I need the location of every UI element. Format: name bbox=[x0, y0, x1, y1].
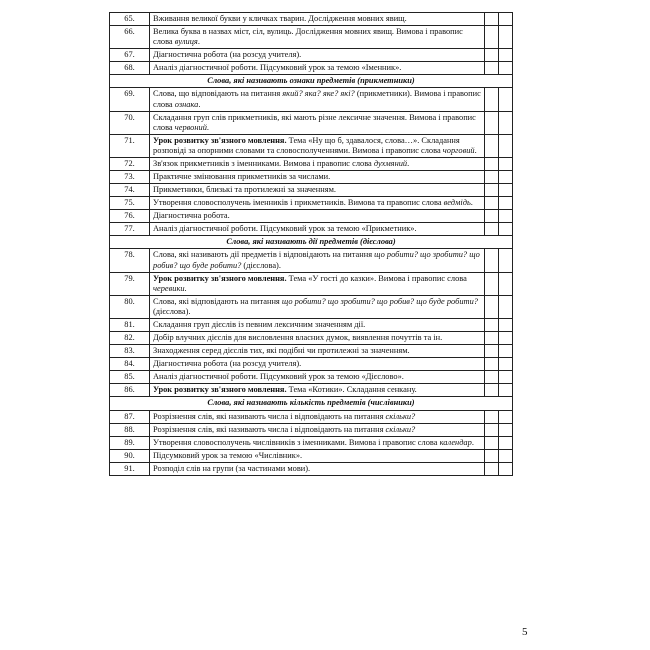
text-fragment: . bbox=[407, 158, 410, 168]
lesson-topic bbox=[150, 223, 485, 236]
date-cell bbox=[485, 223, 499, 236]
lesson-row bbox=[110, 13, 513, 26]
date-cell bbox=[485, 134, 499, 157]
lesson-topic bbox=[150, 462, 485, 475]
section-header-row bbox=[110, 75, 513, 88]
lesson-row bbox=[110, 345, 513, 358]
date-cell bbox=[485, 210, 499, 223]
text-fragment: . bbox=[474, 145, 477, 155]
lesson-topic bbox=[150, 13, 485, 26]
lesson-number: 82. bbox=[110, 332, 150, 345]
text-fragment: (дієслова). bbox=[241, 260, 281, 270]
note-cell bbox=[499, 184, 513, 197]
lesson-number: 68. bbox=[110, 62, 150, 75]
text-fragment: Зв'язок прикметників з іменниками. Вимова і правопис слова bbox=[153, 158, 374, 168]
note-cell bbox=[499, 62, 513, 75]
lesson-number: 73. bbox=[110, 171, 150, 184]
lesson-row bbox=[110, 449, 513, 462]
lesson-row bbox=[110, 184, 513, 197]
text-fragment: чорговий bbox=[442, 145, 475, 155]
text-fragment: Слова, які називають дії предметів (дієслова) bbox=[226, 237, 396, 247]
lesson-topic bbox=[150, 449, 485, 462]
text-fragment: Прикметники, близькі та протилежні за значенням. bbox=[153, 185, 336, 195]
lesson-topic bbox=[150, 423, 485, 436]
lesson-topic bbox=[150, 157, 485, 170]
text-fragment: Велика буква в назвах міст, сіл, вулиць. Дослідження мовних явищ. Вимова і правопис слова bbox=[153, 27, 463, 47]
text-fragment: . bbox=[197, 37, 200, 47]
text-fragment: Слова, які називають кількість предметів (числівники) bbox=[207, 398, 415, 408]
text-fragment: ознака bbox=[174, 99, 199, 109]
lesson-number: 79. bbox=[110, 272, 150, 295]
lesson-topic bbox=[150, 111, 485, 134]
text-fragment: Урок розвитку зв'язного мовлення. bbox=[153, 273, 287, 283]
text-fragment: Тема «Котики». Складання сенкану. bbox=[286, 385, 417, 395]
note-cell bbox=[499, 49, 513, 62]
lesson-row bbox=[110, 134, 513, 157]
text-fragment: вулиця bbox=[174, 37, 198, 47]
lesson-number: 77. bbox=[110, 223, 150, 236]
text-fragment: . bbox=[471, 437, 474, 447]
lesson-plan-body bbox=[110, 13, 513, 476]
note-cell bbox=[499, 462, 513, 475]
text-fragment: Слова, які називають ознаки предметів (прикметники) bbox=[207, 76, 415, 86]
lesson-number: 66. bbox=[110, 26, 150, 49]
lesson-topic bbox=[150, 171, 485, 184]
lesson-topic bbox=[150, 371, 485, 384]
text-fragment: Тема «Ну що б, здавалося, слова…». Складання розповіді за опорними словами та словосполученнями. Вимова і правопис слова bbox=[153, 135, 460, 155]
note-cell bbox=[499, 436, 513, 449]
lesson-number: 76. bbox=[110, 210, 150, 223]
date-cell bbox=[485, 88, 499, 111]
note-cell bbox=[499, 88, 513, 111]
text-fragment: Вживання великої букви у кличках тварин. Дослідження мовних явищ. bbox=[153, 14, 407, 23]
text-fragment: Підсумковий урок за темою «Числівник». bbox=[153, 450, 303, 460]
lesson-row bbox=[110, 436, 513, 449]
lesson-number: 81. bbox=[110, 318, 150, 331]
date-cell bbox=[485, 449, 499, 462]
note-cell bbox=[499, 157, 513, 170]
text-fragment: . bbox=[206, 122, 209, 132]
text-fragment: червоний bbox=[174, 122, 207, 132]
date-cell bbox=[485, 26, 499, 49]
date-cell bbox=[485, 49, 499, 62]
text-fragment: . bbox=[198, 99, 201, 109]
lesson-topic bbox=[150, 295, 485, 318]
note-cell bbox=[499, 197, 513, 210]
date-cell bbox=[485, 345, 499, 358]
note-cell bbox=[499, 210, 513, 223]
text-fragment: Практичне змінювання прикметників за числами. bbox=[153, 172, 331, 182]
lesson-row bbox=[110, 26, 513, 49]
lesson-topic bbox=[150, 436, 485, 449]
date-cell bbox=[485, 295, 499, 318]
lesson-topic bbox=[150, 358, 485, 371]
note-cell bbox=[499, 318, 513, 331]
text-fragment: Слова, які відповідають на питання bbox=[153, 296, 282, 306]
text-fragment: Діагностична робота (на розсуд учителя). bbox=[153, 50, 302, 60]
lesson-row bbox=[110, 210, 513, 223]
text-fragment: Утворення словосполучень числівників з іменниками. Вимова і правопис слова bbox=[153, 437, 440, 447]
section-header-row bbox=[110, 236, 513, 249]
lesson-number: 87. bbox=[110, 410, 150, 423]
date-cell bbox=[485, 371, 499, 384]
note-cell bbox=[499, 26, 513, 49]
lesson-row bbox=[110, 332, 513, 345]
text-fragment: який? яка? яке? які? bbox=[282, 89, 355, 99]
lesson-number: 80. bbox=[110, 295, 150, 318]
text-fragment: Діагностична робота. bbox=[153, 211, 230, 221]
lesson-number: 74. bbox=[110, 184, 150, 197]
lesson-row bbox=[110, 62, 513, 75]
text-fragment: Розподіл слів на групи (за частинами мови). bbox=[153, 463, 311, 473]
lesson-number: 85. bbox=[110, 371, 150, 384]
note-cell bbox=[499, 134, 513, 157]
lesson-topic bbox=[150, 49, 485, 62]
lesson-row bbox=[110, 88, 513, 111]
note-cell bbox=[499, 384, 513, 397]
text-fragment: скільки? bbox=[385, 411, 416, 421]
text-fragment: Аналіз діагностичної роботи. Підсумковий урок за темою «Прикметник». bbox=[153, 224, 417, 234]
note-cell bbox=[499, 371, 513, 384]
text-fragment: календар bbox=[439, 437, 472, 447]
note-cell bbox=[499, 295, 513, 318]
text-fragment: . bbox=[470, 198, 473, 208]
date-cell bbox=[485, 358, 499, 371]
section-title bbox=[110, 75, 513, 88]
text-fragment: Слова, що відповідають на питання bbox=[153, 89, 283, 99]
lesson-number: 89. bbox=[110, 436, 150, 449]
text-fragment: Знаходження серед дієслів тих, які подібні чи протилежні за значенням. bbox=[153, 346, 410, 356]
lesson-number: 90. bbox=[110, 449, 150, 462]
text-fragment: Утворення словосполучень іменників і прикметників. Вимова та правопис слова bbox=[153, 198, 444, 208]
lesson-plan-table bbox=[109, 12, 513, 476]
text-fragment: ведмідь bbox=[443, 198, 471, 208]
lesson-row bbox=[110, 384, 513, 397]
lesson-number: 67. bbox=[110, 49, 150, 62]
note-cell bbox=[499, 410, 513, 423]
section-title bbox=[110, 236, 513, 249]
lesson-number: 75. bbox=[110, 197, 150, 210]
text-fragment: Аналіз діагностичної роботи. Підсумковий урок за темою «Дієслово». bbox=[153, 372, 404, 382]
text-fragment: . bbox=[184, 283, 187, 293]
text-fragment: Добір влучних дієслів для висловлення власних думок, виявлення почуттів та ін. bbox=[153, 333, 443, 343]
lesson-number: 72. bbox=[110, 157, 150, 170]
lesson-topic bbox=[150, 249, 485, 272]
text-fragment: Розрізнення слів, які називають числа і відповідають на питання bbox=[153, 424, 386, 434]
lesson-topic bbox=[150, 210, 485, 223]
text-fragment: Урок розвитку зв'язного мовлення. bbox=[153, 135, 287, 145]
lesson-topic bbox=[150, 134, 485, 157]
text-fragment: черевики bbox=[153, 283, 185, 293]
date-cell bbox=[485, 111, 499, 134]
note-cell bbox=[499, 358, 513, 371]
text-fragment: духмяний bbox=[373, 158, 408, 168]
text-fragment: Розрізнення слів, які називають числа і відповідають на питання bbox=[153, 411, 386, 421]
date-cell bbox=[485, 410, 499, 423]
lesson-topic bbox=[150, 332, 485, 345]
lesson-row bbox=[110, 318, 513, 331]
lesson-number: 78. bbox=[110, 249, 150, 272]
lesson-number: 65. bbox=[110, 13, 150, 26]
lesson-row bbox=[110, 171, 513, 184]
note-cell bbox=[499, 13, 513, 26]
section-header-row bbox=[110, 397, 513, 410]
lesson-row bbox=[110, 223, 513, 236]
text-fragment: скільки? bbox=[385, 424, 416, 434]
lesson-number: 88. bbox=[110, 423, 150, 436]
lesson-number: 83. bbox=[110, 345, 150, 358]
lesson-row bbox=[110, 157, 513, 170]
date-cell bbox=[485, 423, 499, 436]
lesson-topic bbox=[150, 197, 485, 210]
date-cell bbox=[485, 462, 499, 475]
text-fragment: Складання груп дієслів із певним лексичним значенням дії. bbox=[153, 319, 366, 329]
lesson-number: 86. bbox=[110, 384, 150, 397]
note-cell bbox=[499, 345, 513, 358]
text-fragment: Тема «У гості до казки». Вимова і правопис слова bbox=[286, 273, 467, 283]
text-fragment: Діагностична робота (на розсуд учителя). bbox=[153, 359, 302, 369]
note-cell bbox=[499, 171, 513, 184]
lesson-topic bbox=[150, 345, 485, 358]
text-fragment: що робити? що зробити? що робив? що буде робити? bbox=[153, 250, 480, 270]
lesson-row bbox=[110, 358, 513, 371]
date-cell bbox=[485, 197, 499, 210]
date-cell bbox=[485, 13, 499, 26]
note-cell bbox=[499, 332, 513, 345]
lesson-number: 91. bbox=[110, 462, 150, 475]
lesson-row bbox=[110, 249, 513, 272]
date-cell bbox=[485, 184, 499, 197]
text-fragment: що робити? що зробити? що робив? що буде робити? bbox=[281, 296, 478, 306]
lesson-number: 84. bbox=[110, 358, 150, 371]
lesson-row bbox=[110, 272, 513, 295]
date-cell bbox=[485, 62, 499, 75]
text-fragment: (дієслова). bbox=[153, 306, 191, 316]
lesson-topic bbox=[150, 26, 485, 49]
lesson-topic bbox=[150, 88, 485, 111]
date-cell bbox=[485, 157, 499, 170]
note-cell bbox=[499, 111, 513, 134]
lesson-number: 71. bbox=[110, 134, 150, 157]
note-cell bbox=[499, 272, 513, 295]
note-cell bbox=[499, 449, 513, 462]
lesson-row bbox=[110, 197, 513, 210]
date-cell bbox=[485, 332, 499, 345]
text-fragment: Слова, які називають дії предметів і відповідають на питання bbox=[153, 250, 375, 260]
lesson-row bbox=[110, 410, 513, 423]
date-cell bbox=[485, 171, 499, 184]
lesson-topic bbox=[150, 272, 485, 295]
lesson-number: 69. bbox=[110, 88, 150, 111]
lesson-row bbox=[110, 295, 513, 318]
section-title bbox=[110, 397, 513, 410]
lesson-row bbox=[110, 371, 513, 384]
date-cell bbox=[485, 384, 499, 397]
lesson-row bbox=[110, 423, 513, 436]
lesson-row bbox=[110, 111, 513, 134]
date-cell bbox=[485, 249, 499, 272]
lesson-topic bbox=[150, 384, 485, 397]
text-fragment: Урок розвитку зв'язного мовлення. bbox=[153, 385, 287, 395]
date-cell bbox=[485, 272, 499, 295]
note-cell bbox=[499, 249, 513, 272]
text-fragment: (прикметники). Вимова і правопис слова bbox=[153, 89, 481, 109]
page-number: 5 bbox=[522, 626, 528, 638]
lesson-topic bbox=[150, 184, 485, 197]
text-fragment: Складання груп слів прикметників, які мають різне лексичне значення. Вимова і правопис слова bbox=[153, 112, 476, 132]
date-cell bbox=[485, 436, 499, 449]
note-cell bbox=[499, 223, 513, 236]
lesson-topic bbox=[150, 410, 485, 423]
lesson-row bbox=[110, 462, 513, 475]
lesson-row bbox=[110, 49, 513, 62]
text-fragment: Аналіз діагностичної роботи. Підсумковий урок за темою «Іменник». bbox=[153, 63, 402, 73]
lesson-number: 70. bbox=[110, 111, 150, 134]
lesson-topic bbox=[150, 62, 485, 75]
date-cell bbox=[485, 318, 499, 331]
lesson-topic bbox=[150, 318, 485, 331]
note-cell bbox=[499, 423, 513, 436]
